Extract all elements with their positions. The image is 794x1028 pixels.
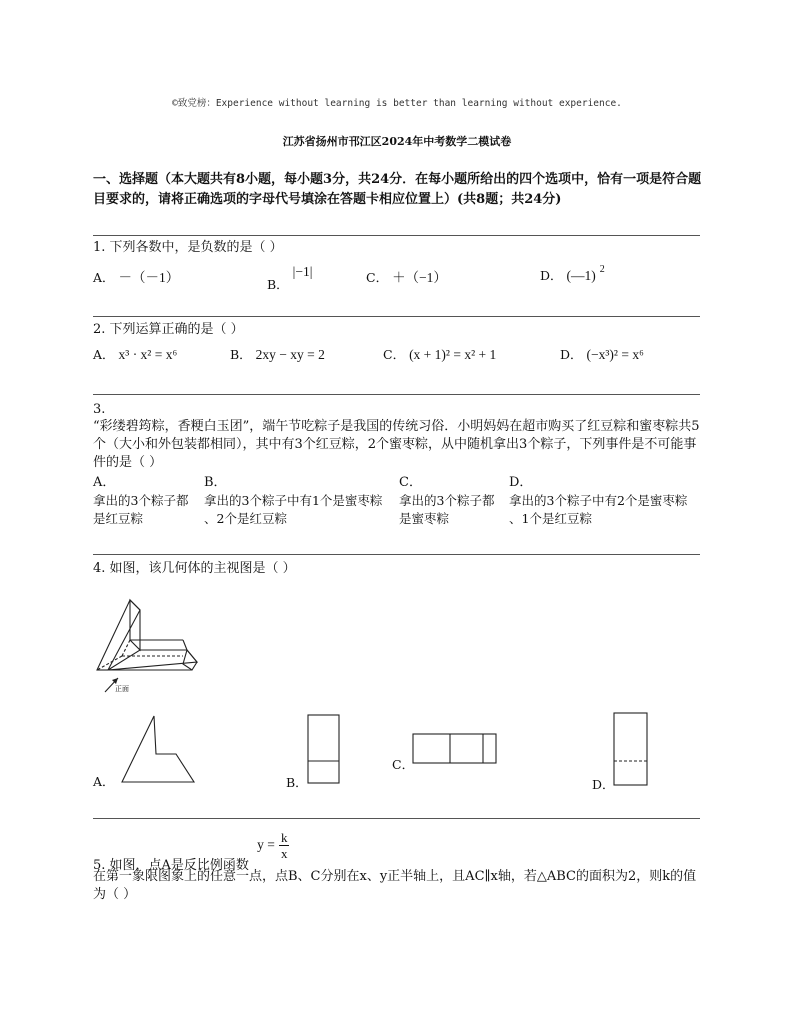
section-heading: 一、选择题（本大题共有8小题，每小题3分，共24分．在每小题所给出的四个选项中，恰有一项是符合题目要求的，请将正确选项的字母代号填涂在答题卡相应位置上）(共8题；共24分)	[93, 172, 702, 207]
option-label: C．	[399, 475, 422, 490]
option-text: x³ · x² = x⁶	[118, 347, 178, 362]
option-line: 拿出的3个粽子都	[399, 493, 495, 508]
question-3-option-a[interactable]	[93, 474, 203, 528]
option-exponent: 2	[599, 264, 605, 275]
formula-lhs: y =	[257, 837, 275, 852]
option-line: 拿出的3个粽子中有2个是蜜枣粽	[509, 493, 688, 508]
formula-denominator: x	[280, 846, 288, 861]
question-2-option-a[interactable]	[93, 345, 177, 363]
option-label: D．	[509, 475, 533, 490]
option-text: (−x³)² = x⁶	[586, 347, 644, 362]
question-3-option-d[interactable]	[509, 474, 704, 528]
header-motto: ©致党榜：Experience without learning is better than learning without experience.	[172, 98, 622, 109]
question-4-solid-figure	[92, 592, 222, 702]
option-line: 拿出的3个粽子都	[93, 493, 189, 508]
question-1-option-d[interactable]	[540, 266, 605, 284]
question-5-stem-prefix: 5. 如图，点A是反比例函数	[93, 858, 249, 873]
question-4-option-c[interactable]	[392, 755, 414, 773]
formula-numerator: k	[280, 830, 288, 845]
option-label: A．	[93, 347, 115, 362]
option-line: 是红豆粽	[93, 511, 144, 526]
question-2-stem: 2. 下列运算正确的是（ ）	[93, 322, 244, 337]
question-4-option-d[interactable]	[592, 775, 615, 793]
option-line: 、1个是红豆粽	[509, 511, 592, 526]
option-label: A．	[93, 475, 116, 490]
question-4-option-a[interactable]	[93, 772, 115, 790]
option-line: 拿出的3个粽子中有1个是蜜枣粽	[204, 493, 383, 508]
option-line: 是蜜枣粽	[399, 511, 450, 526]
divider	[93, 818, 700, 819]
option-label: A．	[93, 270, 115, 285]
page-title: 江苏省扬州市邗江区2024年中考数学二模试卷	[282, 135, 512, 148]
question-3-stem: “彩缕碧筠粽，香粳白玉团”，端午节吃粽子是我国的传统习俗．小明妈妈在超市购买了红豆粽和蜜枣粽共5个（大小和外包装都相同），其中有3个红豆粽，2个蜜枣粽，从中随机拿出3个粽子，下列事件是不可能事件的是（ ）	[93, 419, 700, 470]
option-text: (—1)	[566, 268, 596, 283]
question-3-number: 3.	[93, 402, 106, 417]
divider	[93, 394, 700, 395]
option-a-shape[interactable]	[118, 714, 198, 786]
option-text: (x + 1)² = x² + 1	[409, 347, 497, 362]
option-label: B．	[230, 347, 252, 362]
option-label: C．	[383, 347, 406, 362]
question-1-stem: 1. 下列各数中，是负数的是（ ）	[93, 240, 283, 255]
front-view-label: 正面	[115, 685, 129, 693]
formula-fraction	[279, 830, 290, 861]
question-2-option-c[interactable]	[383, 345, 496, 363]
question-1-option-c[interactable]	[366, 266, 447, 286]
question-1-option-b[interactable]	[267, 262, 313, 292]
option-text: |−1|	[292, 264, 313, 279]
question-4-stem: 4. 如图，该几何体的主视图是（ ）	[93, 561, 296, 576]
question-1-option-a[interactable]	[93, 266, 179, 286]
divider	[93, 235, 700, 236]
question-3-option-b[interactable]	[204, 474, 399, 528]
option-c-shape[interactable]	[412, 733, 498, 765]
option-label: D．	[540, 268, 563, 283]
divider	[93, 554, 700, 555]
option-label: B．	[204, 475, 227, 490]
option-label: B．	[286, 775, 308, 790]
question-3-option-c[interactable]	[399, 474, 509, 528]
option-label: C．	[392, 757, 415, 772]
question-5-stem-rest: 在第一象限图象上的任意一点，点B、C分别在x、y正半轴上，且AC∥x轴，若△ABC的面积为2，则k的值为（ ）	[93, 869, 697, 902]
option-text: ＋（−1）	[392, 270, 447, 285]
option-label: D．	[592, 777, 615, 792]
option-b-shape[interactable]	[307, 714, 341, 786]
question-2-option-b[interactable]	[230, 345, 325, 363]
option-line: 、2个是红豆粽	[204, 511, 287, 526]
option-label: D．	[560, 347, 583, 362]
option-label: B．	[267, 277, 289, 292]
question-4-option-b[interactable]	[286, 773, 308, 791]
option-label: A．	[93, 774, 115, 789]
divider	[93, 316, 700, 317]
question-2-option-d[interactable]	[560, 345, 644, 363]
option-label: C．	[366, 270, 389, 285]
option-text: －（－1）	[118, 270, 180, 285]
option-d-shape[interactable]	[613, 712, 649, 788]
option-text: 2xy − xy = 2	[255, 347, 325, 362]
question-5-stem-first-line	[93, 826, 289, 873]
